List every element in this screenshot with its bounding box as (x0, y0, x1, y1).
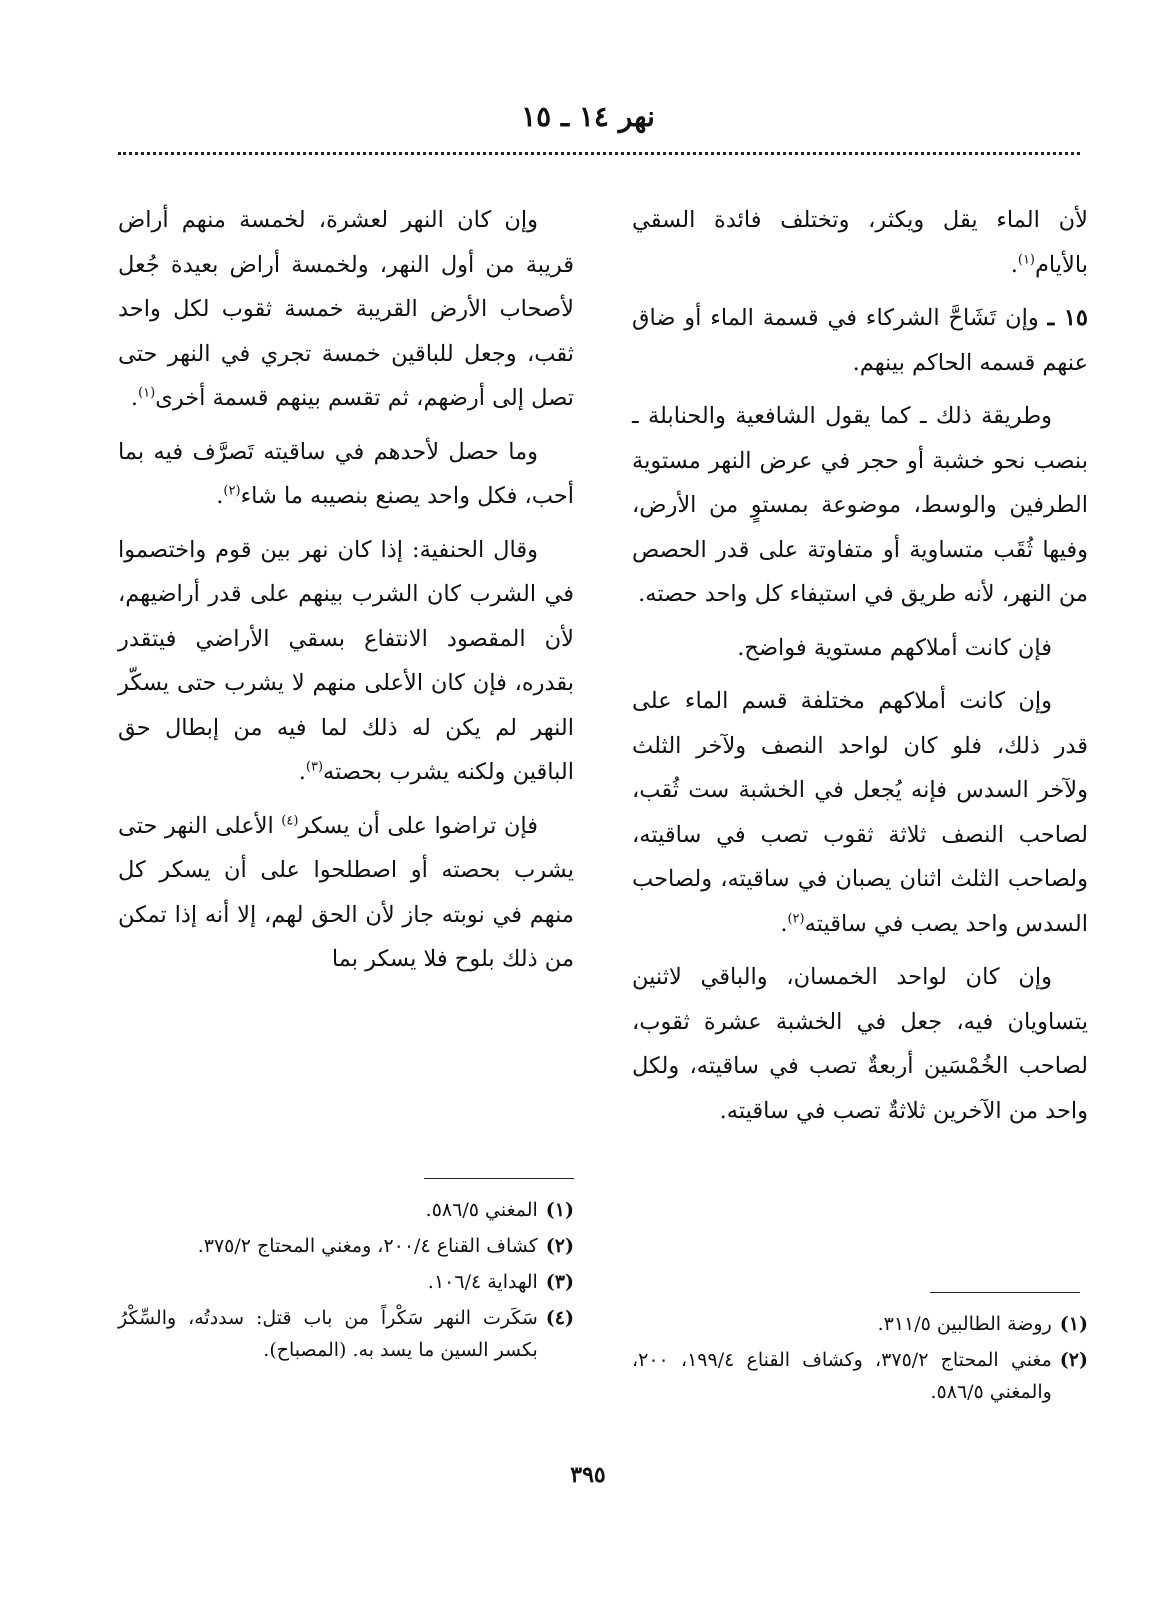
footnote (118, 1230, 574, 1262)
footnote-ref[interactable]: (٤) (281, 813, 299, 828)
footnote-number: (٤) (545, 1307, 574, 1329)
footnote-text: سَكَرت النهر سَكْراً من باب قتل: سددتُه، والسِّكْرُ بكسر السين ما يسد به. (المصباح). (118, 1307, 538, 1361)
paragraph-text: وإن كانت أملاكهم مختلفة قسم الماء على قدر ذلك، فلو كان لواحد النصف ولآخر الثلث ولآخر السدس فإنه يُجعل في الخشبة ست ثُقب، لصاحب النصف ثلاثة ثقوب تصب في ساقيته، ولصاحب الثلث اثنان يصبان في ساقيته، ولصاحب السدس واحد يصب في ساقيته (632, 688, 1088, 937)
footnote-number: (٣) (545, 1271, 574, 1293)
header-dotted-rule (118, 152, 1080, 155)
footnote-separator (424, 1178, 574, 1179)
page-number: ٣٩٥ (570, 1462, 606, 1488)
paragraph: فإن كانت أملاكهم مستوية فواضح. (737, 634, 1052, 661)
footnote-number: (١) (545, 1199, 574, 1221)
footnote-ref[interactable]: (٣) (305, 759, 324, 775)
footnote (632, 1344, 1088, 1408)
footnote (118, 1302, 574, 1366)
footnote-text: كشاف القناع ٢٠٠/٤، ومغني المحتاج ٣٧٥/٢. (197, 1235, 538, 1257)
footnote (632, 1308, 1088, 1340)
paragraph-text: فإن تراضوا على أن يسكر (298, 812, 538, 839)
left-column (118, 198, 574, 991)
paragraph-text: وإن كان النهر لعشرة، لخمسة منهم أراض قريبة من أول النهر، ولخمسة أراض بعيدة جُعل لأصحاب الأرض القريبة خمسة ثقوب لكل واحد ثقب، وجعل للباقين خمسة تجري في النهر حتى تصل إلى أرضهم، ثم تقسم بينهم قسمة أخرى (118, 207, 574, 411)
footnotes-right (632, 1308, 1088, 1412)
paragraph-text: الأعلى النهر حتى يشرب بحصته أو اصطلحوا على أن يسكر كل منهم في نوبته جاز لأن الحق لهم، إلا أنه إذا تمكن من ذلك بلوح فلا يسكر بما (118, 812, 574, 972)
paragraph (118, 804, 574, 982)
paragraph-numbered (632, 296, 1088, 385)
paragraph-text: وما حصل لأحدهم في ساقيته تَصرَّف فيه بما أحب، فكل واحد يصنع بنصيبه ما شاء (118, 438, 574, 509)
paragraph: وإن كان لواحد الخمسان، والباقي لاثنين يتساويان فيه، جعل في الخشبة عشرة ثقوب، لصاحب الخُمْسَين أربعةٌ تصب في ساقيته، ولكل واحد من الآخرين ثلاثةٌ تصب في ساقيته. (632, 964, 1088, 1124)
footnote-number: (١) (1059, 1313, 1088, 1335)
footnote (118, 1266, 574, 1298)
paragraph: وإن كانت أملاكهم مختلفة قسم الماء على قدر ذلك، فلو كان لواحد النصف ولآخر الثلث ولآخر السدس فإنه يُجعل في الخشبة ست ثُقب، لصاحب النصف ثلاثة ثقوب تصب في ساقيته، ولصاحب الثلث اثنان يصبان في ساقيته، ولصاحب السدس واحد يصب في ساقيته$^{(٢)}$. (632, 688, 1088, 937)
paragraph: وإن كان النهر لعشرة، لخمسة منهم أراض قريبة من أول النهر، ولخمسة أراض بعيدة جُعل لأصحاب الأرض القريبة خمسة ثقوب لكل واحد ثقب، وجعل للباقين خمسة تجري في النهر حتى تصل إلى أرضهم، ثم تقسم بينهم قسمة أخرى$^{(١)}$. (118, 207, 574, 411)
footnote (118, 1194, 574, 1226)
footnote-text: الهداية ١٠٦/٤. (427, 1271, 538, 1293)
paragraph-text: وقال الحنفية: إذا كان نهر بين قوم واختصموا في الشرب كان الشرب بينهم على قدر أراضيهم، لأن المقصود الانتفاع بسقي الأراضي فيتقدر بقدره، فإن كان الأعلى منهم لا يشرب حتى يسكّر النهر لم يكن له ذلك لما فيه من إبطال حق الباقين ولكنه يشرب بحصته (118, 536, 574, 785)
paragraph: لأن الماء يقل ويكثر، وتختلف فائدة السقي بالأيام$^{(١)}$. (632, 207, 1088, 278)
footnote-separator (930, 1292, 1080, 1293)
paragraph: وقال الحنفية: إذا كان نهر بين قوم واختصموا في الشرب كان الشرب بينهم على قدر أراضيهم، لأن المقصود الانتفاع بسقي الأراضي فيتقدر بقدره، فإن كان الأعلى منهم لا يشرب حتى يسكّر النهر لم يكن له ذلك لما فيه من إبطال حق الباقين ولكنه يشرب بحصته$^{(٣)}$. (118, 536, 574, 785)
footnote-text: مغني المحتاج ٣٧٥/٢، وكشاف القناع ١٩٩/٤، ٢٠٠، والمغني ٥٨٦/٥. (632, 1349, 1052, 1403)
paragraph: وما حصل لأحدهم في ساقيته تَصرَّف فيه بما أحب، فكل واحد يصنع بنصيبه ما شاء$^{(٢)}$. (118, 438, 574, 509)
running-header: نهر ١٤ ـ ١٥ (521, 100, 655, 133)
paragraph-text: لأن الماء يقل ويكثر، وتختلف فائدة السقي بالأيام (632, 207, 1088, 278)
right-column (632, 198, 1088, 1142)
paragraph-text: وإن تَشَاحَّ الشركاء في قسمة الماء أو ضاق عنهم قسمه الحاكم بينهم. (632, 305, 1088, 376)
footnote-number: (٢) (1059, 1349, 1088, 1371)
footnote-ref[interactable]: (١) (1017, 252, 1035, 267)
footnote-text: روضة الطالبين ٣١١/٥. (877, 1313, 1052, 1335)
footnote-ref[interactable]: (١) (138, 385, 156, 401)
footnote-ref[interactable]: (٢) (787, 911, 805, 926)
section-number: ١٥ ـ (1047, 305, 1088, 331)
footnote-ref[interactable]: (٢) (223, 483, 241, 499)
paragraph: وطريقة ذلك ـ كما يقول الشافعية والحنابلة ـ بنصب نحو خشبة أو حجر في عرض النهر مستوية الطرفين والوسط، موضوعة بمستوٍ من الأرض، وفيها ثُقَب متساوية أو متفاوتة على قدر الحصص من النهر، لأنه طريق في استيفاء كل واحد حصته. (632, 403, 1088, 607)
footnote-number: (٢) (545, 1235, 574, 1257)
footnote-text: المغني ٥٨٦/٥. (425, 1199, 538, 1221)
footnotes-left (118, 1194, 574, 1370)
